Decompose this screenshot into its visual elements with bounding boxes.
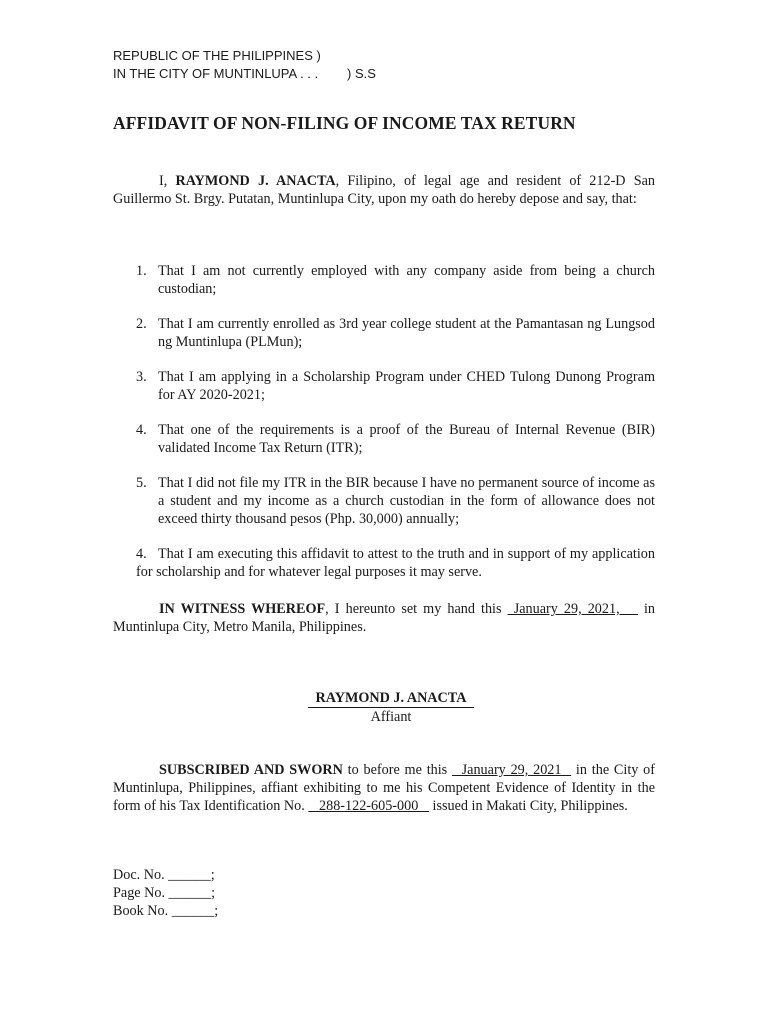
- jurat-paragraph: [113, 761, 655, 815]
- statement-text: That I am applying in a Scholarship Program under CHED Tulong Dunong Program for AY 2020-2021;: [158, 369, 655, 403]
- jurat-lead: SUBSCRIBED AND SWORN: [159, 762, 343, 778]
- page-number-line: Page No. ______;: [113, 885, 216, 901]
- book-number-line: Book No. ______;: [113, 903, 219, 919]
- affiant-label: Affiant: [370, 709, 412, 725]
- statement-item: [113, 474, 655, 528]
- venue-line-republic: REPUBLIC OF THE PHILIPPINES ): [113, 48, 321, 63]
- statement-text: That I did not file my ITR in the BIR because I have no permanent source of income as a student and my income as a church custodian in the form of allowance does not exceed thirty thousand pesos (Php. 30,000) annually;: [158, 475, 655, 527]
- statement-item: [113, 368, 655, 404]
- statement-number: 4.: [136, 422, 147, 438]
- intro-paragraph: [113, 172, 655, 208]
- tin-field: 288-122-605-000: [308, 798, 429, 814]
- statement-list: [113, 262, 655, 598]
- statement-item: [113, 315, 655, 351]
- intro-lead: I,: [159, 173, 176, 189]
- jurat-mid-2: in the City of Muntinlupa, Philippines, affiant exhibiting to me his Competent Evidence of Identity in the form of his Tax Identification No.: [113, 762, 655, 814]
- jurat-date-field: January 29, 2021: [452, 762, 572, 778]
- statement-number: 2.: [136, 316, 147, 332]
- witness-paragraph: [113, 600, 655, 636]
- affiant-name-inline: RAYMOND J. ANACTA: [175, 173, 336, 189]
- jurat-mid: to before me this: [342, 762, 453, 778]
- witness-mid: , I hereunto set my hand this: [325, 601, 508, 617]
- affiant-signature-block: [308, 689, 474, 726]
- statement-number: 1.: [136, 263, 147, 279]
- statement-item: [113, 421, 655, 457]
- statement-number: 5.: [136, 475, 147, 491]
- notarial-register: [113, 866, 218, 920]
- statement-number: 3.: [136, 369, 147, 385]
- doc-number-line: Doc. No. ______;: [113, 867, 215, 883]
- statement-text: That I am executing this affidavit to attest to the truth and in support of my application for scholarship and for whatever legal purposes it may serve.: [136, 546, 655, 580]
- witness-date-field: January 29, 2021,: [507, 601, 638, 617]
- affiant-name: RAYMOND J. ANACTA: [308, 689, 474, 708]
- intro-rest: , Filipino, of legal age and resident of 212-D San Guillermo St. Brgy. Putatan, Muntinlupa City, upon my oath do hereby depose and say, that:: [113, 173, 655, 207]
- statement-text: That I am not currently employed with any company aside from being a church custodian;: [158, 263, 655, 297]
- document-title: AFFIDAVIT OF NON-FILING OF INCOME TAX RETURN: [113, 113, 576, 133]
- statement-text: That one of the requirements is a proof of the Bureau of Internal Revenue (BIR) validated Income Tax Return (ITR);: [158, 422, 655, 456]
- statement-number: 4.: [136, 546, 147, 562]
- statement-item: [113, 545, 655, 581]
- witness-lead: IN WITNESS WHEREOF: [159, 601, 326, 617]
- jurat-end: issued in Makati City, Philippines.: [428, 798, 628, 814]
- statement-text: That I am currently enrolled as 3rd year college student at the Pamantasan ng Lungsod ng Muntinlupa (PLMun);: [158, 316, 655, 350]
- statement-item: [113, 262, 655, 298]
- witness-end: in Muntinlupa City, Metro Manila, Philippines.: [113, 601, 655, 635]
- venue-caption: [113, 47, 376, 83]
- venue-line-city: IN THE CITY OF MUNTINLUPA . . . ) S.S: [113, 66, 376, 81]
